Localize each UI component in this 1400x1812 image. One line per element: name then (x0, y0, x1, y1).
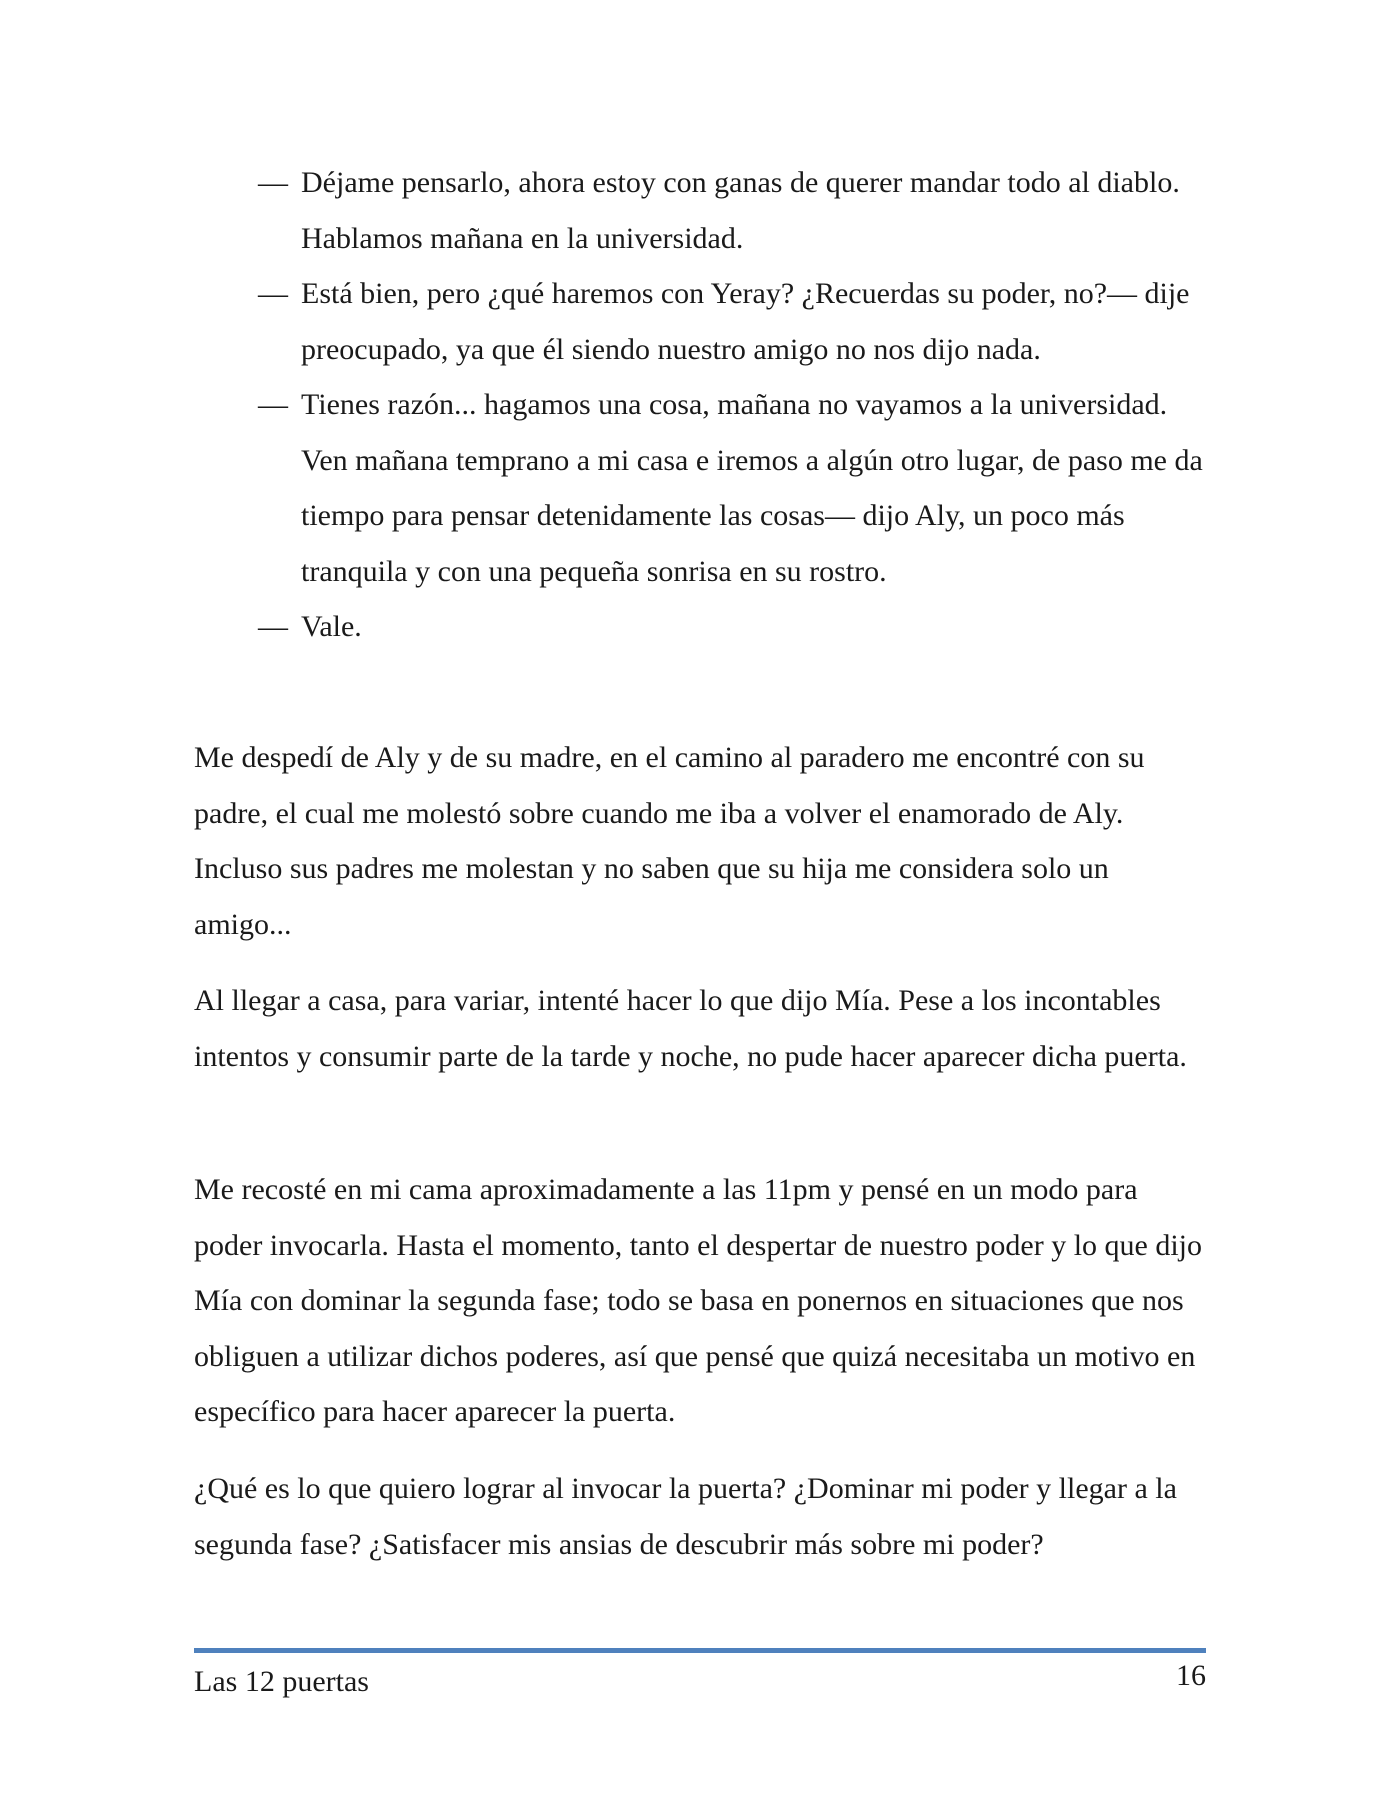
dialogue-text: Está bien, pero ¿qué haremos con Yeray? ¿Recuerdas su poder, no?— dije preocupado, ya que él siendo nuestro amigo no nos dijo nada. (301, 277, 1190, 366)
dialogue-block (258, 155, 1218, 655)
dialogue-dash: — (258, 277, 288, 310)
dialogue-dash: — (258, 388, 288, 421)
page-number: 16 (1176, 1659, 1206, 1692)
dialogue-line (258, 599, 1218, 655)
footer-book-title: Las 12 puertas (194, 1665, 369, 1698)
dialogue-dash: — (258, 166, 288, 199)
dialogue-dash: — (258, 610, 288, 643)
dialogue-line (258, 155, 1218, 266)
body-paragraph: Me despedí de Aly y de su madre, en el camino al paradero me encontré con su padre, el cual me molestó sobre cuando me iba a volver el enamorado de Aly. Incluso sus padres me molestan y no saben que su hija me considera solo un amigo... (194, 741, 1145, 941)
body-paragraph: ¿Qué es lo que quiero lograr al invocar la puerta? ¿Dominar mi poder y llegar a la segunda fase? ¿Satisfacer mis ansias de descubrir más sobre mi poder? (194, 1472, 1177, 1561)
dialogue-line (258, 377, 1218, 599)
footer-rule (194, 1648, 1206, 1653)
dialogue-text: Vale. (301, 610, 362, 643)
dialogue-text: Tienes razón... hagamos una cosa, mañana no vayamos a la universidad. Ven mañana temprano a mi casa e iremos a algún otro lugar, de paso me da tiempo para pensar detenidamente las cosas— dijo Aly, un poco más tranquila y con una pequeña sonrisa en su rostro. (301, 388, 1203, 588)
body-paragraph: Al llegar a casa, para variar, intenté hacer lo que dijo Mía. Pese a los incontables intentos y consumir parte de la tarde y noche, no pude hacer aparecer dicha puerta. (194, 984, 1187, 1073)
dialogue-text: Déjame pensarlo, ahora estoy con ganas de querer mandar todo al diablo. Hablamos mañana en la universidad. (301, 166, 1180, 255)
body-paragraph: Me recosté en mi cama aproximadamente a las 11pm y pensé en un modo para poder invocarla. Hasta el momento, tanto el despertar de nuestro poder y lo que dijo Mía con dominar la segunda fase; todo se basa en ponernos en situaciones que nos obliguen a utilizar dichos poderes, así que pensé que quizá necesitaba un motivo en específico para hacer aparecer la puerta. (194, 1173, 1203, 1428)
dialogue-line (258, 266, 1218, 377)
